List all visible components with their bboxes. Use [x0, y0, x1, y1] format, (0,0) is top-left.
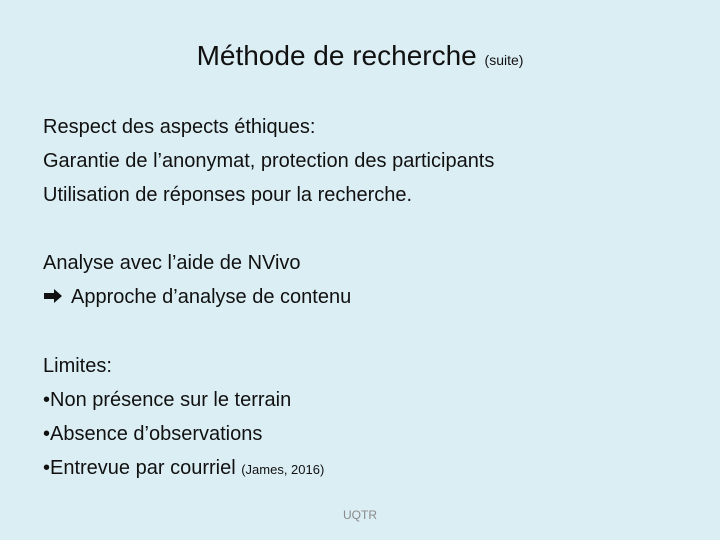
ethics-line-1: Respect des aspects éthiques: [43, 116, 316, 138]
limits-item-3-text: •Entrevue par courriel [43, 457, 236, 479]
limits-block [43, 349, 324, 487]
right-arrow-icon [43, 288, 63, 304]
ethics-line-3: Utilisation de réponses pour la recherche. [43, 184, 413, 206]
limits-heading: Limites: [43, 355, 112, 377]
analysis-block [43, 246, 351, 314]
limits-item-1: •Non présence sur le terrain [43, 389, 292, 411]
footer-label: UQTR [343, 508, 377, 522]
citation: (James, 2016) [241, 462, 325, 477]
analysis-approach-text: Approche d’analyse de contenu [71, 286, 352, 308]
ethics-block [43, 110, 494, 212]
slide-title-main: Méthode de recherche [196, 40, 477, 71]
slide-title-suffix: (suite) [484, 52, 524, 68]
analysis-line-2 [43, 280, 351, 314]
ethics-line-2: Garantie de l’anonymat, protection des participants [43, 150, 495, 172]
slide-title [0, 38, 720, 78]
analysis-line-1: Analyse avec l’aide de NVivo [43, 252, 301, 274]
limits-item-3 [43, 451, 324, 487]
limits-item-2: •Absence d’observations [43, 423, 263, 445]
